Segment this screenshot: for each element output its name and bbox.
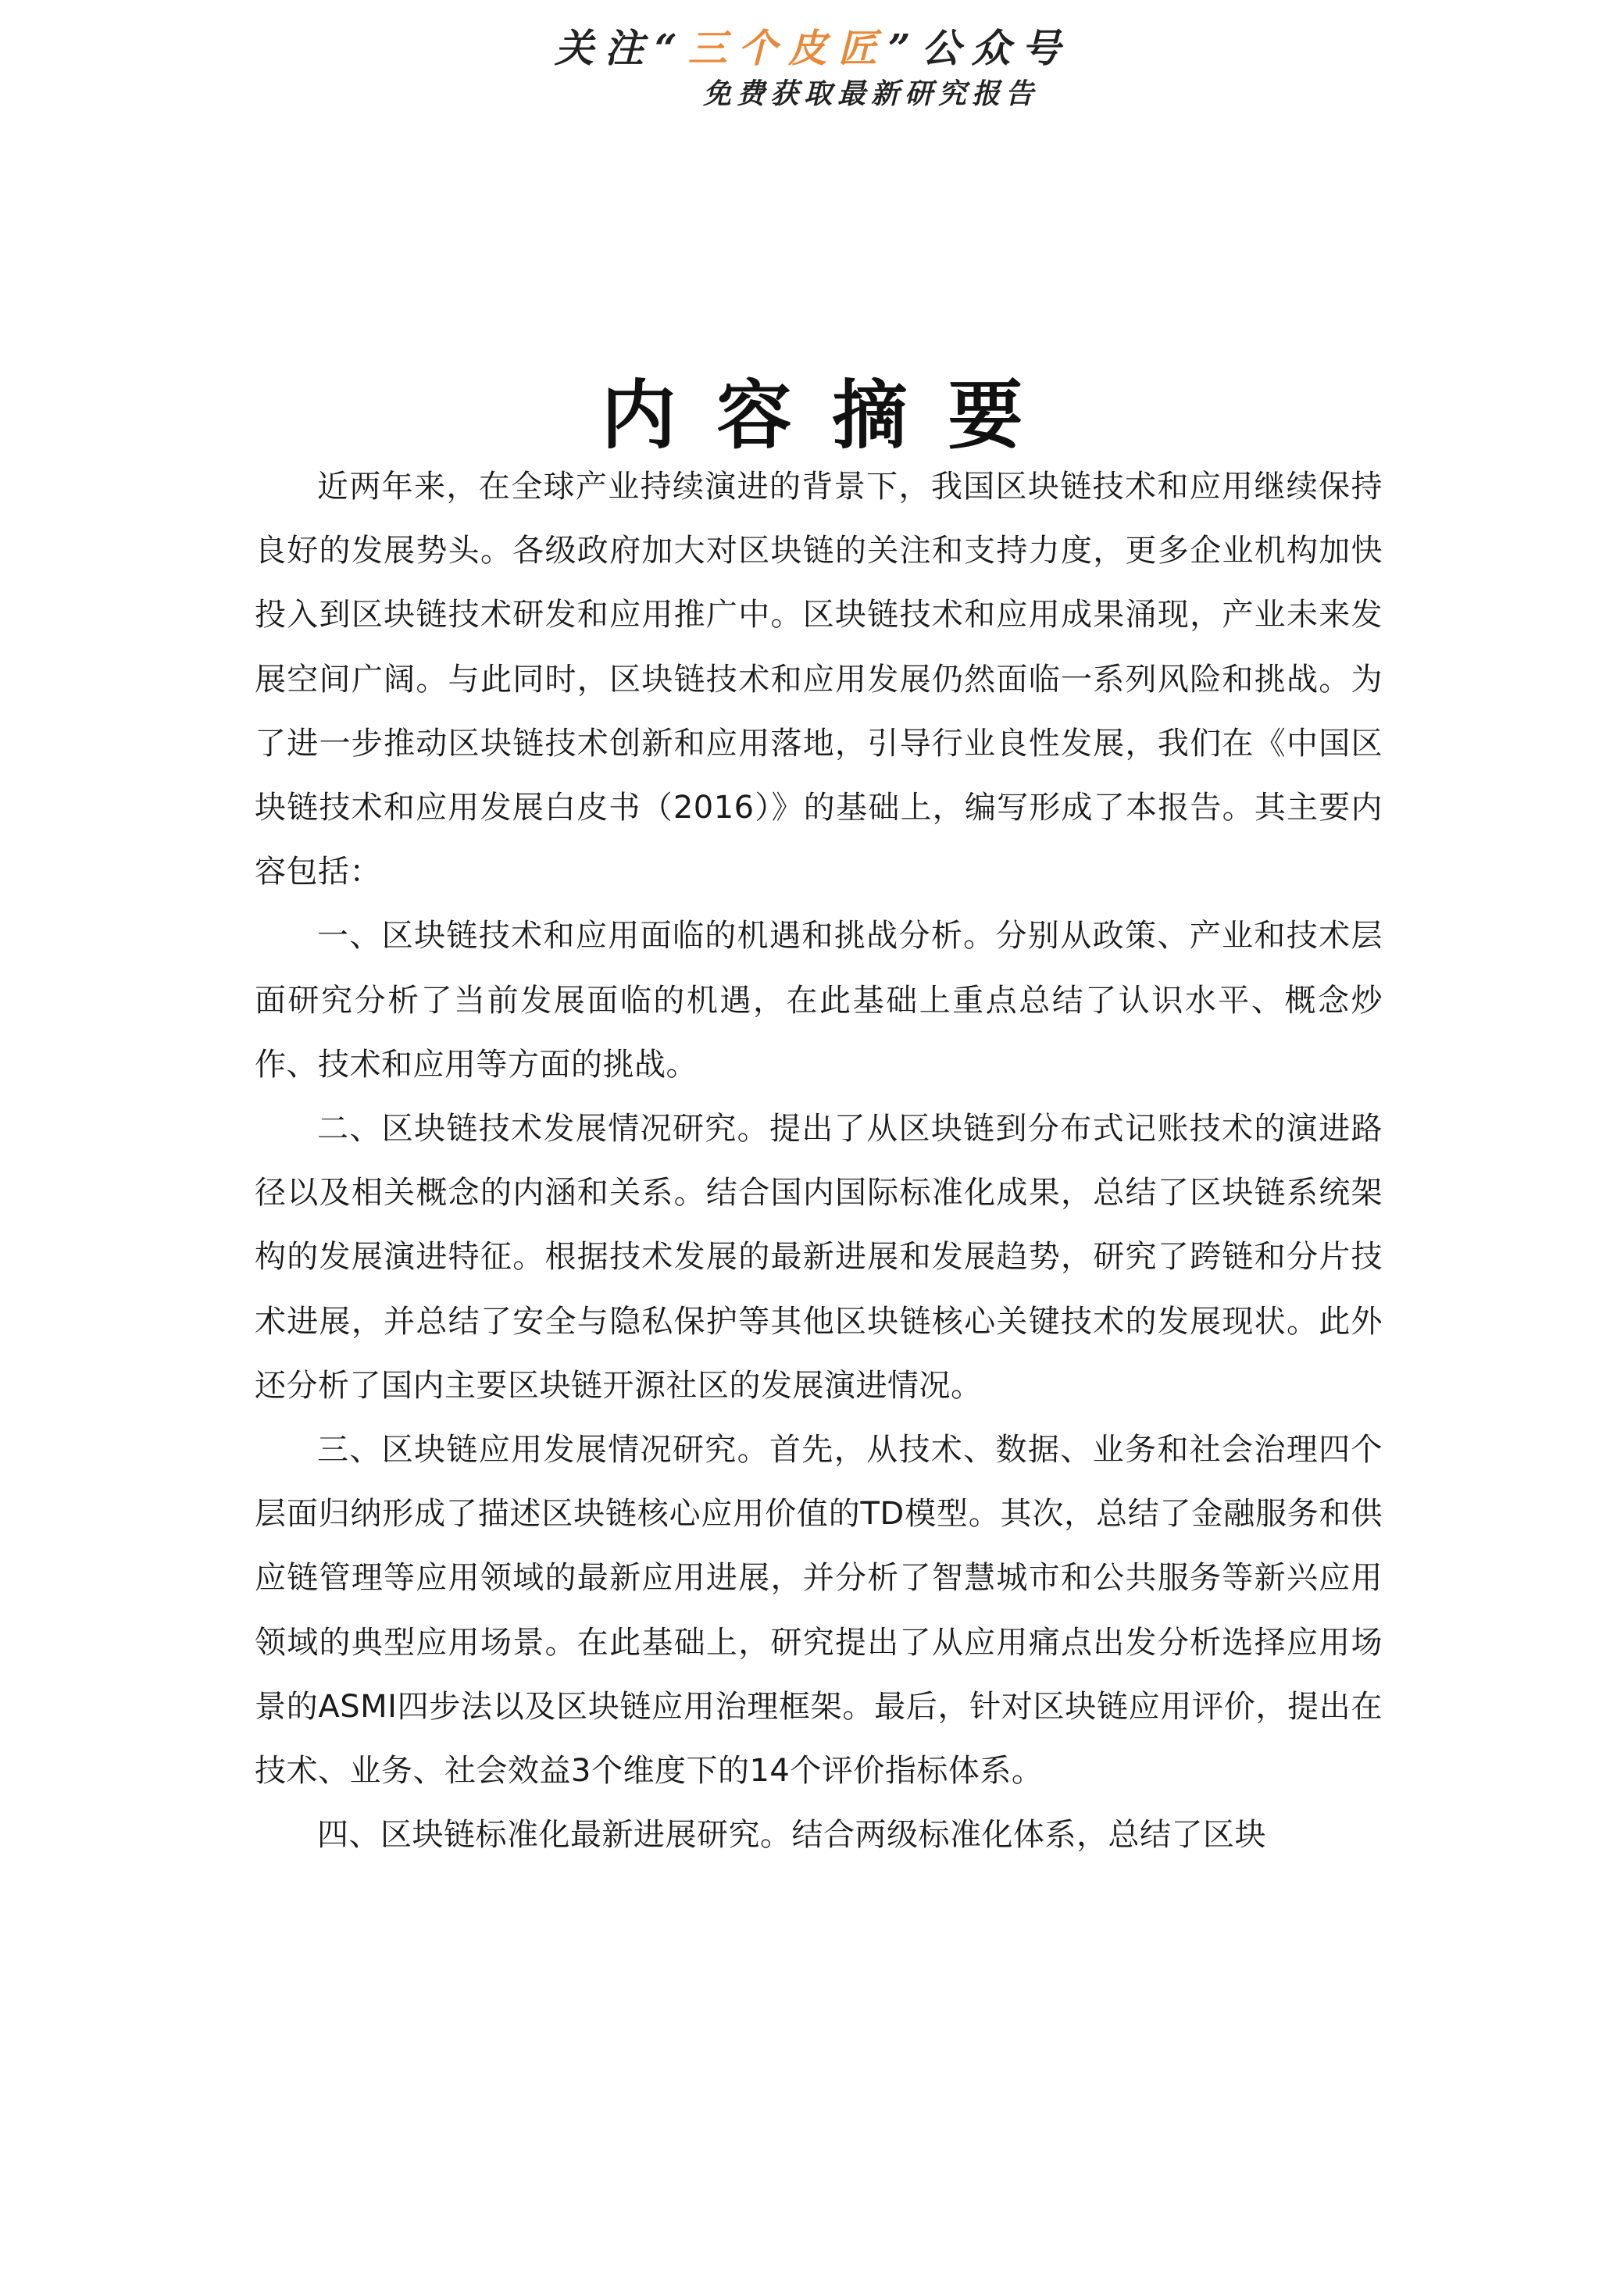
paragraph-section-2: 二、区块链技术发展情况研究。提出了从区块链到分布式记账技术的演进路径以及相关概念的内涵和关系。结合国内国际标准化成果，总结了区块链系统架构的发展演进特征。根据技术发展的最新进展和发展趋势，研究了跨链和分片技术进展，并总结了安全与隐私保护等其他区块链核心关键技术的发展现状。此外还分析了国内主要区块链开源社区的发展演进情况。 <box>255 1111 1383 1404</box>
promo-banner-subline: 免费获取最新研究报告 <box>703 77 1040 110</box>
paragraph-section-4: 四、区块链标准化最新进展研究。结合两级标准化体系，总结了区块 <box>317 1817 1266 1854</box>
promo-account-name: 三个皮匠 <box>687 25 888 71</box>
promo-suffix: ”公众号 <box>887 25 1072 71</box>
page-title: 内容摘要 <box>601 371 1064 460</box>
promo-banner-headline <box>555 17 1072 73</box>
paragraph-section-1: 一、区块链技术和应用面临的机遇和挑战分析。分别从政策、产业和技术层面研究分析了当前发展面临的机遇，在此基础上重点总结了认识水平、概念炒作、技术和应用等方面的挑战。 <box>255 918 1383 1083</box>
promo-banner <box>0 14 1624 116</box>
promo-prefix: 关注“ <box>555 25 688 71</box>
paragraph-intro: 近两年来，在全球产业持续演进的背景下，我国区块链技术和应用继续保持良好的发展势头。各级政府加大对区块链的关注和支持力度，更多企业机构加快投入到区块链技术研发和应用推广中。区块链技术和应用成果涌现，产业未来发展空间广阔。与此同时，区块链技术和应用发展仍然面临一系列风险和挑战。为了进一步推动区块链技术创新和应用落地，引导行业良性发展，我们在《中国区块链技术和应用发展白皮书（2016）》的基础上，编写形成了本报告。其主要内容包括： <box>255 469 1383 891</box>
abstract-body <box>255 455 1383 1867</box>
paragraph-section-3: 三、区块链应用发展情况研究。首先，从技术、数据、业务和社会治理四个层面归纳形成了描述区块链核心应用价值的TD模型。其次，总结了金融服务和供应链管理等应用领域的最新应用进展，并分析了智慧城市和公共服务等新兴应用领域的典型应用场景。在此基础上，研究提出了从应用痛点出发分析选择应用场景的ASMI四步法以及区块链应用治理框架。最后，针对区块链应用评价，提出在技术、业务、社会效益3个维度下的14个评价指标体系。 <box>255 1432 1383 1790</box>
